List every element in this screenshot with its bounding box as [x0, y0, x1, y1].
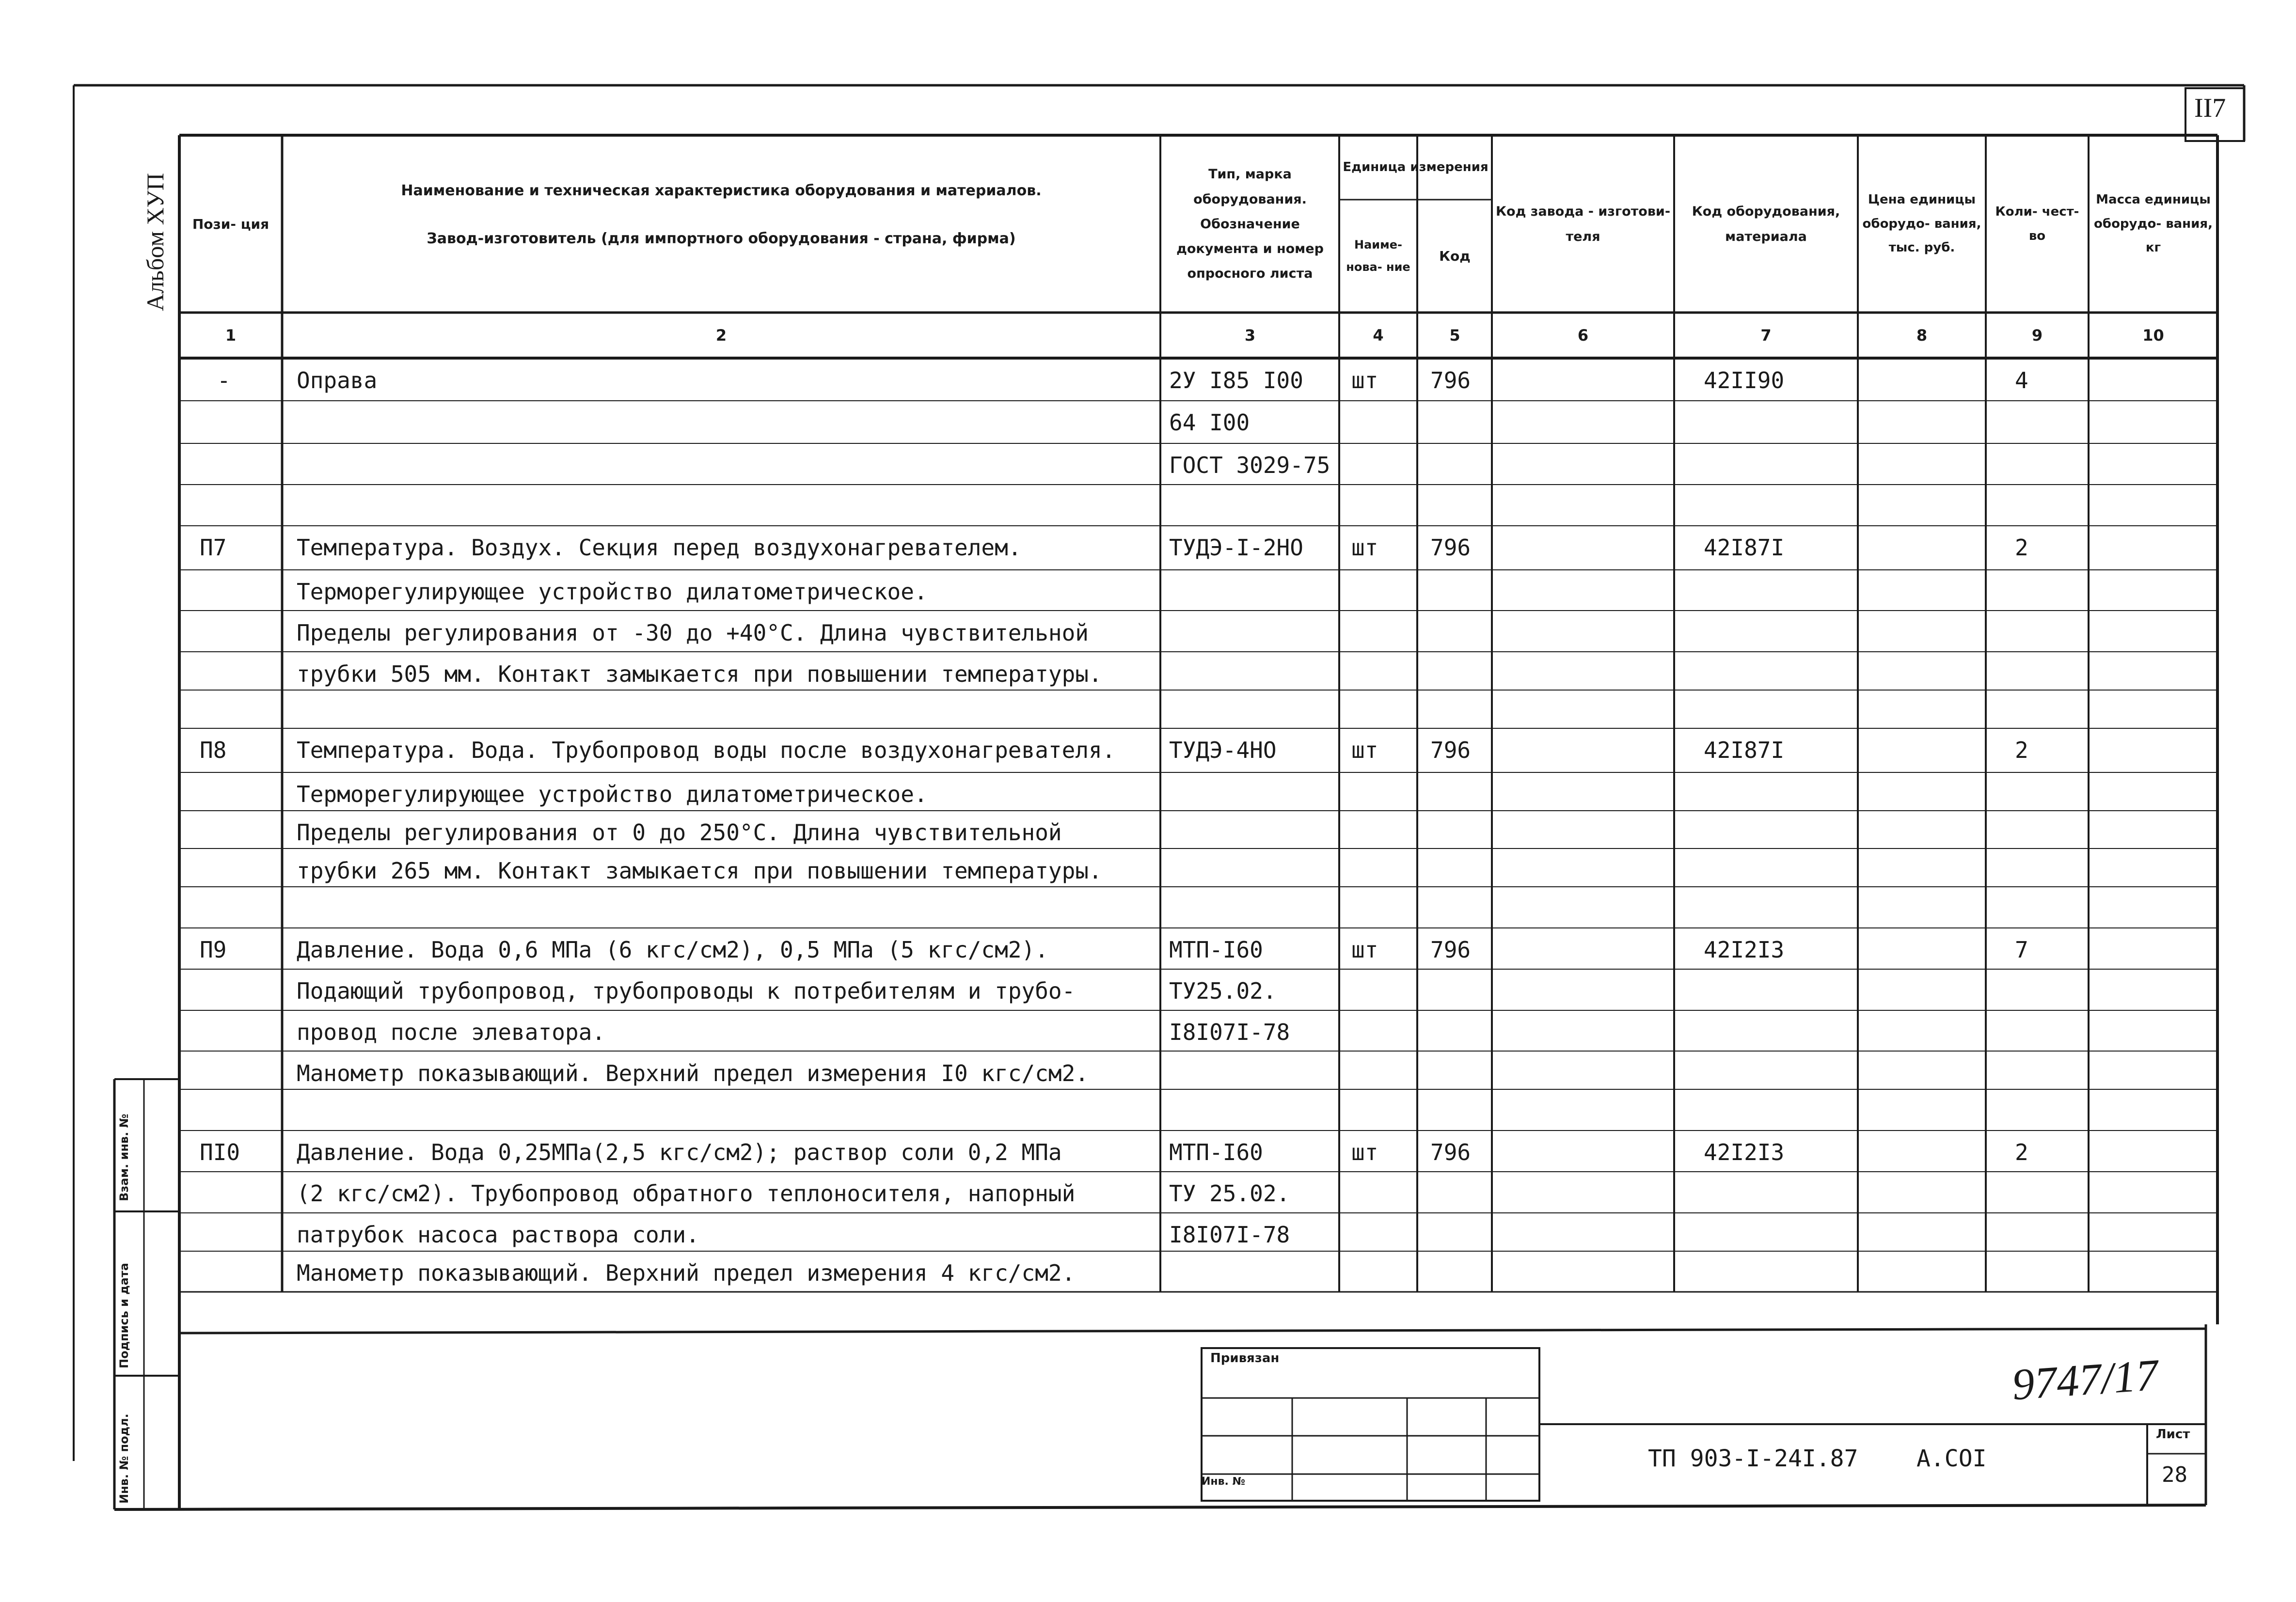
column-number-8: 8 — [1916, 326, 1928, 345]
row-unit: шт — [1351, 737, 1378, 763]
row-position: - — [217, 367, 231, 393]
row-name: Температура. Воздух. Секция перед воздухонагревателем. — [297, 534, 1022, 561]
row-quantity: 2 — [2015, 1139, 2028, 1165]
row-equipment-code: 42I2I3 — [1704, 937, 1785, 963]
bottom-line — [114, 1505, 2206, 1509]
row-unit-code: 796 — [1430, 937, 1471, 963]
row-unit: шт — [1351, 1139, 1378, 1165]
header-unit-code: Код — [1439, 248, 1471, 264]
sheet-number: II7 — [2194, 93, 2226, 123]
row-name: трубки 505 мм. Контакт замыкается при повышении температуры. — [297, 661, 1102, 687]
header-price: Цена единицы оборудо- вания, тыс. руб. — [1862, 192, 1981, 255]
row-position: ПI0 — [200, 1139, 240, 1165]
header-unit-group: Единица измерения — [1343, 159, 1488, 174]
header-equip-code: Код оборудования, материала — [1692, 204, 1840, 244]
row-type: 2У I85 I00 — [1169, 367, 1303, 393]
handwritten-number: 9747/17 — [2010, 1350, 2160, 1410]
sheet-label: Лист — [2156, 1427, 2190, 1442]
row-type: МТП-I60 — [1169, 1139, 1263, 1165]
row-name: Манометр показывающий. Верхний предел измерения I0 кгс/см2. — [297, 1060, 1089, 1086]
album-label: Альбом ХУП — [142, 173, 169, 311]
row-unit: шт — [1351, 534, 1378, 561]
inv-label: Инв. № — [1202, 1476, 1246, 1488]
column-number-1: 1 — [225, 326, 237, 345]
row-type: ГОСТ 3029-75 — [1169, 452, 1330, 478]
stamp-vzam: Взам. инв. № — [117, 1114, 131, 1201]
stamp-inv-no: Инв. № подл. — [117, 1414, 131, 1504]
row-type: ТУ 25.02. — [1169, 1180, 1290, 1207]
header-maker-code: Код завода - изготови- теля — [1495, 204, 1671, 244]
privyazan-label: Привязан — [1210, 1351, 1280, 1366]
row-unit-code: 796 — [1430, 534, 1471, 561]
column-number-6: 6 — [1577, 326, 1589, 345]
row-name: патрубок насоса раствора соли. — [297, 1222, 699, 1248]
row-unit-code: 796 — [1430, 737, 1471, 763]
row-name: Терморегулирующее устройство дилатометрическое. — [297, 579, 928, 605]
header-quantity: Коли- чест- во — [1995, 204, 2079, 243]
row-position: П7 — [200, 534, 227, 561]
header-position: Пози- ция — [192, 216, 269, 232]
column-number-4: 4 — [1373, 326, 1384, 345]
row-type: ТУДЭ-4НО — [1169, 737, 1277, 763]
row-unit: шт — [1351, 937, 1378, 963]
row-name: Оправа — [297, 367, 378, 393]
row-equipment-code: 42I87I — [1704, 534, 1785, 561]
header-name-line1: Наименование и техническая характеристика оборудования и материалов. — [401, 182, 1042, 199]
row-equipment-code: 42II90 — [1704, 367, 1785, 393]
row-type: 64 I00 — [1169, 409, 1250, 436]
row-unit-code: 796 — [1430, 367, 1471, 393]
row-name: провод после элеватора. — [297, 1019, 605, 1045]
header-unit-name: Наиме- нова- ние — [1346, 237, 1410, 274]
sheet-value: 28 — [2162, 1462, 2187, 1487]
row-equipment-code: 42I2I3 — [1704, 1139, 1785, 1165]
column-number-5: 5 — [1449, 326, 1460, 345]
privyazan-box — [1202, 1348, 1539, 1501]
column-number-2: 2 — [715, 326, 727, 345]
column-number-9: 9 — [2031, 326, 2043, 345]
row-type: МТП-I60 — [1169, 937, 1263, 963]
document-code: ТП 903-I-24I.87 — [1648, 1445, 1858, 1472]
row-name: Подающий трубопровод, трубопроводы к потребителям и трубо- — [297, 978, 1076, 1004]
row-type: ТУ25.02. — [1169, 978, 1277, 1004]
column-number-7: 7 — [1760, 326, 1772, 345]
row-unit-code: 796 — [1430, 1139, 1471, 1165]
table-bottom-line — [179, 1329, 2206, 1333]
row-name: Температура. Вода. Трубопровод воды после воздухонагревателя. — [297, 737, 1116, 763]
row-type: ТУДЭ-I-2НО — [1169, 534, 1303, 561]
header-mass: Масса единицы оборудо- вания, кг — [2094, 192, 2213, 255]
row-equipment-code: 42I87I — [1704, 737, 1785, 763]
header-type: Тип, марка оборудования. Обозначение документа и номер опросного листа — [1176, 167, 1324, 282]
row-name: Пределы регулирования от 0 до 250°С. Длина чувствительной — [297, 819, 1062, 846]
row-name: Давление. Вода 0,25МПа(2,5 кгс/см2); раствор соли 0,2 МПа — [297, 1139, 1062, 1165]
row-quantity: 4 — [2015, 367, 2028, 393]
header-name-line2: Завод-изготовитель (для импортного оборудования - страна, фирма) — [427, 230, 1016, 247]
row-name: Пределы регулирования от -30 до +40°С. Длина чувствительной — [297, 620, 1089, 646]
stamp-signature-date: Подпись и дата — [117, 1263, 131, 1368]
row-type: I8I07I-78 — [1169, 1222, 1290, 1248]
row-name: трубки 265 мм. Контакт замыкается при повышении температуры. — [297, 858, 1102, 884]
row-name: Давление. Вода 0,6 МПа (6 кгс/см2), 0,5 МПа (5 кгс/см2). — [297, 937, 1048, 963]
row-quantity: 2 — [2015, 737, 2028, 763]
row-type: I8I07I-78 — [1169, 1019, 1290, 1045]
album-code: А.СОI — [1916, 1445, 1987, 1472]
row-quantity: 7 — [2015, 937, 2028, 963]
row-position: П9 — [200, 937, 227, 963]
column-number-10: 10 — [2142, 326, 2164, 345]
row-name: (2 кгс/см2). Трубопровод обратного теплоносителя, напорный — [297, 1180, 1076, 1207]
column-number-3: 3 — [1244, 326, 1256, 345]
row-name: Терморегулирующее устройство дилатометрическое. — [297, 781, 928, 807]
row-name: Манометр показывающий. Верхний предел измерения 4 кгс/см2. — [297, 1260, 1076, 1286]
row-unit: шт — [1351, 367, 1378, 393]
row-position: П8 — [200, 737, 227, 763]
row-quantity: 2 — [2015, 534, 2028, 561]
